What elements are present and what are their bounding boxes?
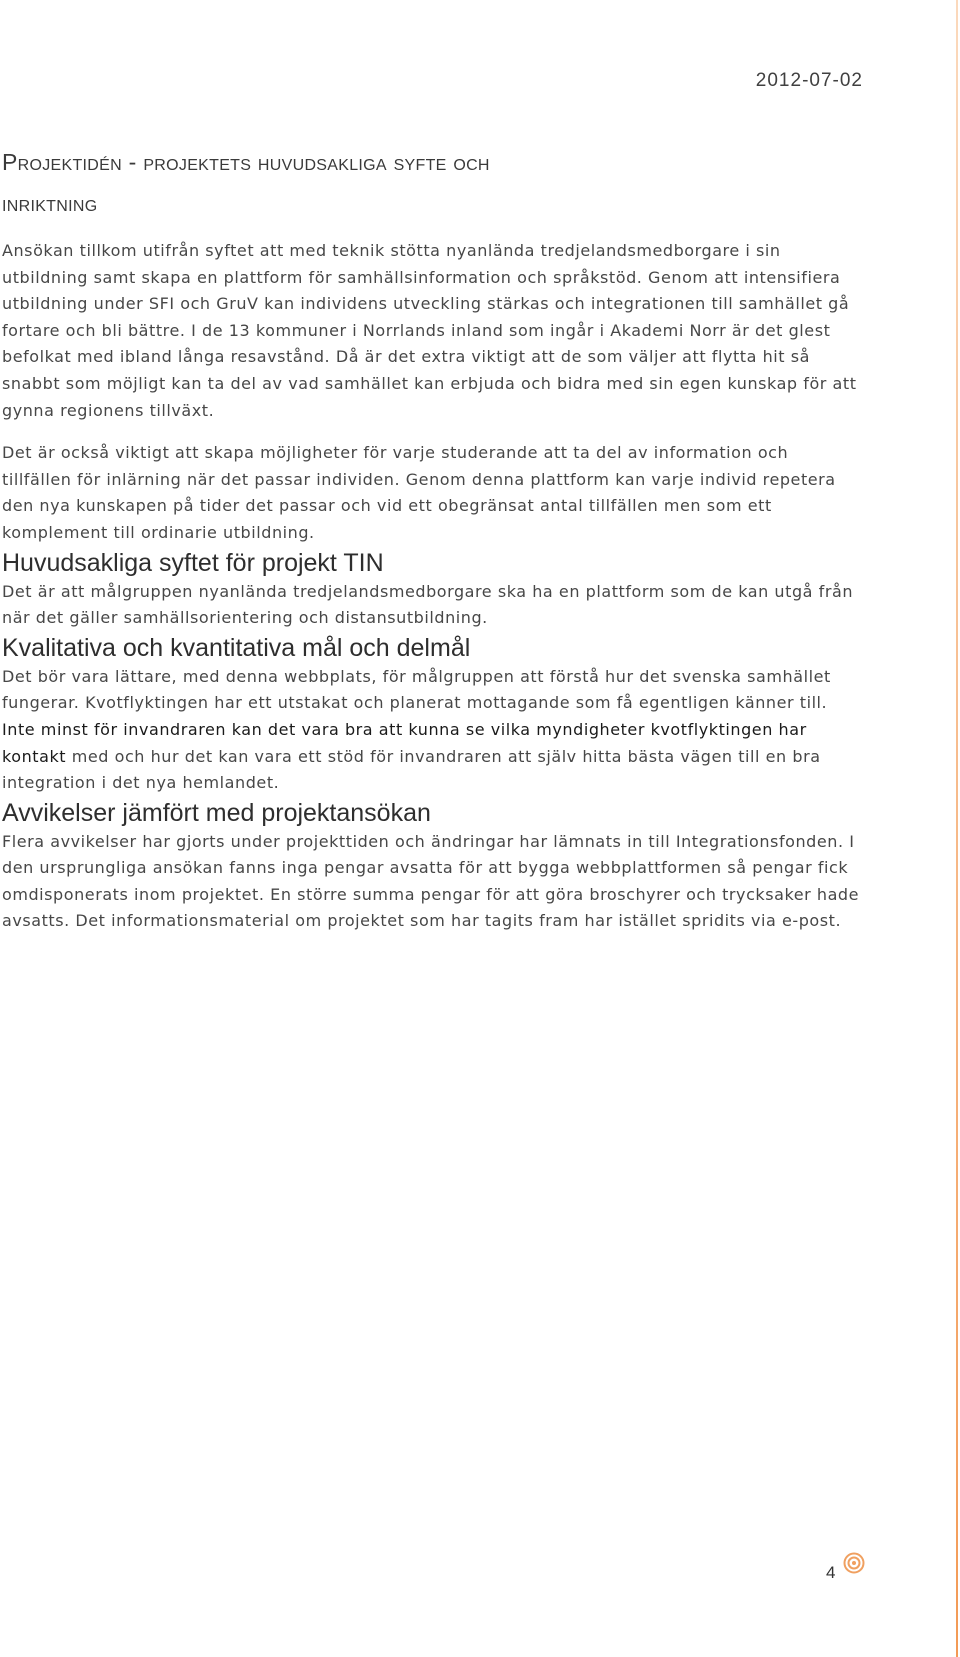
intro-paragraph-2: Det är också viktigt att skapa möjligheter för varje studerande att ta del av information och tillfällen för inlärning när det passar individen. Genom denna plattform kan varje individ repetera den nya kunskapen på tider det passar och vid ett obegränsat antal tillfällen men som ett komplement till ordinarie utbildning.: [2, 443, 836, 542]
section-text-deviations: Flera avvikelser har gjorts under projekttiden och ändringar har lämnats in till Integrationsfonden. I den ursprungliga ansökan fanns inga pengar avsatta för att bygga webbplattformen så pengar fick omdisponerats inom projektet. En större summa pengar för att göra broschyrer och trycksaker hade avsatts. Det informationsmaterial om projektet som har tagits fram har istället spridits via e-post.: [2, 831, 860, 931]
page-number: 4: [826, 1563, 836, 1582]
section-heading-deviations: Avvikelser jämfört med projektansökan: [2, 798, 431, 827]
page-title-line-2: inriktning: [2, 190, 98, 216]
section-heading-goals: Kvalitativa och kvantitativa mål och delmål: [2, 633, 471, 662]
section-heading-purpose: Huvudsakliga syftet för projekt TIN: [2, 548, 384, 577]
header-date: 2012-07-02: [755, 70, 863, 91]
page-title-line-1: Projektidén - projektets huvudsakliga syfte och: [2, 149, 490, 175]
goals-text-highlight: Inte minst för invandraren kan det vara bra att kunna se vilka myndigheter kvotflyktingen har kontakt: [2, 719, 807, 766]
concentric-circles-icon: [843, 1552, 865, 1574]
main-content: [2, 142, 862, 935]
page-edge-rule: [956, 0, 958, 1657]
intro-paragraph-1: Ansökan tillkom utifrån syftet att med teknik stötta nyanlända tredjelandsmedborgare i sin utbildning samt skapa en plattform för samhällsinformation och språkstöd. Genom att intensifiera utbildning under SFI och GruV kan individens utveckling stärkas och integrationen till samhället gå fortare och bli bättre. I de 13 kommuner i Norrlands inland som ingår i Akademi Norr är det glest befolkat med ibland långa resavstånd. Då är det extra viktigt att de som väljer att flytta hit så snabbt som möjligt kan ta del av vad samhället kan erbjuda och bidra med sin egen kunskap för att gynna regionens tillväxt.: [2, 241, 857, 420]
section-text-purpose: Det är att målgruppen nyanlända tredjelandsmedborgare ska ha en plattform som de kan utgå från när det gäller samhällsorientering och distansutbildning.: [2, 581, 854, 628]
section-text-goals: [2, 664, 862, 797]
goals-text-end: med och hur det kan vara ett stöd för invandraren att själv hitta bästa vägen till en bra integration i det nya hemlandet.: [2, 746, 821, 793]
page-title: [2, 142, 862, 224]
goals-text-start: Det bör vara lättare, med denna webbplats, för målgruppen att förstå hur det svenska samhället fungerar. Kvotflyktingen har ett utstakat och planerat mottagande som få egentligen känner till.: [2, 666, 831, 713]
